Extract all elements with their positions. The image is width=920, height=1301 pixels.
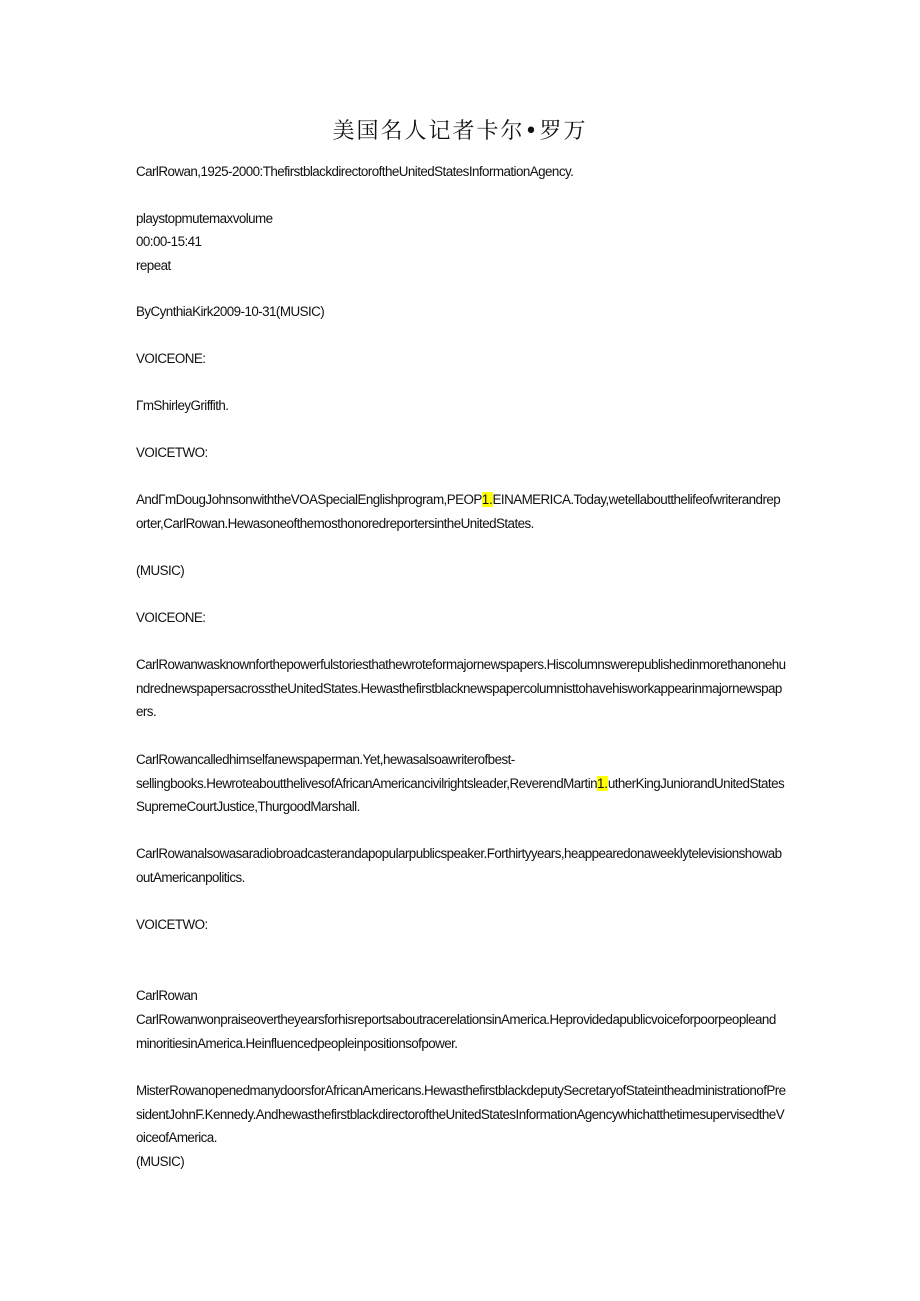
paragraph-newspaperman-line1: CarlRowancalledhimselfanewspaperman.Yet,hewasalsoawriterofbest- [136,752,515,767]
paragraph-shirley: ΓmShirleyGriffith. [136,398,229,413]
paragraph-newspaperman-start: sellingbooks.HewroteaboutthelivesofAfricanAmericancivilrightsleader,ReverendMartin [136,775,598,791]
speaker-label-voice-two-2: VOICETWO: [136,917,208,932]
page-title: 美国名人记者卡尔•罗万 [332,119,588,144]
byline: ByCynthiaKirk2009-10-31(MUSIC) [136,304,325,319]
paragraph-known: CarlRowanwasknownforthepowerfulstoriesthathewroteformajornewspapers.HiscolumnswerepublishedinmorethanonehundrednewspapersacrosstheUnitedStates.Hewasthefirstblacknewspapercolumnisttohavehisworkappearinmajornewspapers. [136,657,786,719]
player-repeat-text: repeat [136,258,171,273]
highlight-mark-2: 1. [597,775,608,791]
music-cue: (MUSIC) [136,563,185,578]
paragraph-newspaperman-end: utherKingJuniorandUnitedStatesSupremeCourtJustice,ThurgoodMarshall. [136,775,785,814]
highlight-mark: 1. [481,492,493,507]
paragraph-newspaperman [136,748,786,819]
speaker-label-voice-two: VOICETWO: [136,445,208,460]
player-time-text: 00:00-15:41 [136,234,202,249]
paragraph-doug [136,488,786,535]
image-caption: CarlRowan [136,988,198,1003]
paragraph-praise: CarlRowanwonpraiseovertheyearsforhisreportsaboutracerelationsinAmerica.HeprovidedapublicvoiceforpoorpeopleandminoritiesinAmerica.Heinfluencedpeopleinpositionsofpower. [136,1012,776,1051]
speaker-label-voice-one: VOICEONE: [136,351,206,366]
music-cue-2: (MUSIC) [136,1154,185,1169]
paragraph-broadcaster: CarlRowanalsowasaradiobroadcasterandapopularpublicspeaker.Forthirtyyears,heappearedonaweeklytelevisionshowaboutAmericanpolitics. [136,846,782,885]
subtitle-line: CarlRowan,1925-2000:ThefirstblackdirectoroftheUnitedStatesInformationAgency. [136,164,574,179]
paragraph-doug-start: AndΓmDougJohnsonwiththeVOASpecialEnglishprogram,PEOP [136,492,482,507]
speaker-label-voice-one-2: VOICEONE: [136,610,206,625]
paragraph-doors: MisterRowanopenedmanydoorsforAfricanAmericans.HewasthefirstblackdeputySecretaryofStateintheadministrationofPresidentJohnF.Kennedy.AndhewasthefirstblackdirectoroftheUnitedStatesInformationAgencywhichatthetimesupervisedtheVoiceofAmerica. [136,1083,786,1145]
player-controls-text: playstopmutemaxvolume [136,211,273,226]
paragraph-doug-end: EINAMERICA.Today,wetellaboutthelifeofwriterandreporter,CarlRowan.HewasoneofthemosthonoredreportersintheUnitedStates. [136,492,781,531]
